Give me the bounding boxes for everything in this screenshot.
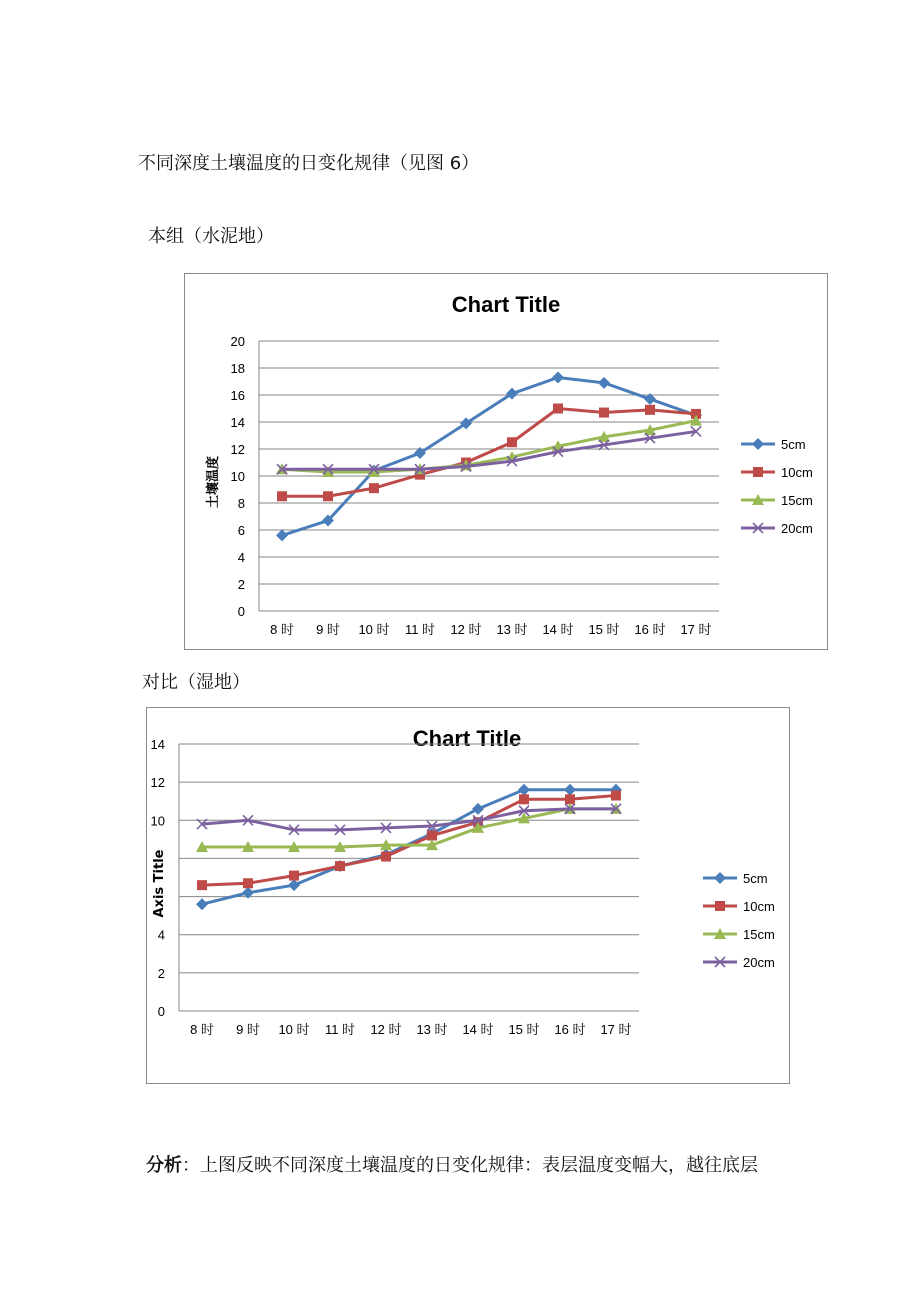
c1-ytick-label: 12 [230, 442, 245, 457]
c2-xtick-label: 17 时 [600, 1022, 632, 1037]
c1-point-5cm [552, 371, 564, 383]
chart-wetland-svg [147, 708, 789, 1083]
c2-legend-marker [714, 872, 726, 884]
c1-legend-label: 15cm [781, 493, 813, 508]
c2-title: Chart Title [412, 726, 522, 751]
c1-ytick-label: 14 [230, 415, 245, 430]
c2-xtick-label: 15 时 [508, 1022, 540, 1037]
c1-ytick-label: 20 [230, 334, 245, 349]
c2-ytick-label: 0 [157, 1004, 165, 1019]
c1-legend-marker [753, 467, 763, 477]
c2-ytick-label: 4 [157, 927, 165, 943]
c1-ytick-label: 0 [237, 604, 245, 619]
c1-point-10cm [553, 404, 563, 414]
c1-xtick-label: 13 时 [496, 622, 528, 637]
c1-point-10cm [599, 408, 609, 418]
c2-xtick-label: 16 时 [554, 1022, 586, 1037]
c1-ytick-label: 4 [237, 550, 245, 565]
c2-point-10cm [289, 871, 299, 881]
c2-ytick-label: 10 [150, 813, 165, 829]
c1-xtick-label: 10 时 [358, 622, 390, 637]
c1-xtick-label: 9 时 [316, 622, 340, 637]
c2-legend-marker [715, 901, 725, 911]
c2-xtick-label: 8 时 [190, 1022, 214, 1037]
c2-legend-label: 5cm [743, 871, 768, 886]
c2-point-10cm [197, 880, 207, 890]
c1-point-10cm [369, 483, 379, 493]
analysis-heading: 分析 [146, 1155, 182, 1176]
chart-cement [184, 273, 828, 650]
analysis-body: ：上图反映不同深度土壤温度的日变化规律：表层温度变幅大，越往底层 [182, 1155, 758, 1176]
c2-xtick-label: 14 时 [462, 1022, 494, 1037]
c2-xtick-label: 9 时 [236, 1022, 260, 1037]
c1-xtick-label: 11 时 [404, 622, 436, 637]
c1-point-10cm [277, 491, 287, 501]
c1-point-10cm [645, 405, 655, 415]
c2-point-10cm [565, 794, 575, 804]
c2-point-5cm [472, 803, 484, 815]
c1-xtick-label: 12 时 [450, 622, 482, 637]
c2-y-axis-title: Axis Title [152, 849, 167, 918]
c1-ytick-label: 16 [230, 388, 245, 403]
c2-point-5cm [564, 784, 576, 796]
c2-point-10cm [335, 861, 345, 871]
c2-xtick-label: 13 时 [416, 1022, 448, 1037]
c1-ytick-label: 8 [237, 496, 245, 511]
c2-legend-label: 15cm [743, 927, 775, 942]
c1-legend-label: 5cm [781, 437, 806, 452]
c2-xtick-label: 12 时 [370, 1022, 402, 1037]
c2-xtick-label: 11 时 [324, 1022, 356, 1037]
c2-point-5cm [518, 784, 530, 796]
chart-wetland [146, 707, 790, 1084]
c1-legend-label: 20cm [781, 521, 813, 536]
c2-legend-label: 10cm [743, 899, 775, 914]
c1-legend-label: 10cm [781, 465, 813, 480]
c1-xtick-label: 15 时 [588, 622, 620, 637]
c1-point-5cm [598, 377, 610, 389]
c1-point-10cm [323, 491, 333, 501]
compare-label: 对比（湿地） [142, 672, 250, 693]
c1-ytick-label: 6 [237, 523, 245, 538]
c1-point-5cm [276, 529, 288, 541]
c2-point-10cm [243, 878, 253, 888]
c1-ytick-label: 18 [230, 361, 245, 376]
c1-series-line-5cm [282, 377, 696, 535]
c1-y-axis-title: 土壤温度 [206, 455, 221, 509]
c2-point-10cm [519, 794, 529, 804]
c2-point-10cm [427, 831, 437, 841]
c2-ytick-label: 12 [150, 775, 165, 791]
c1-ytick-label: 2 [237, 577, 245, 592]
group-label: 本组（水泥地） [148, 226, 274, 247]
c1-legend-marker [752, 438, 764, 450]
c1-xtick-label: 17 时 [680, 622, 712, 637]
c1-series-line-20cm [282, 431, 696, 469]
c1-xtick-label: 14 时 [542, 622, 574, 637]
c1-ytick-label: 10 [230, 469, 245, 484]
c2-legend-label: 20cm [743, 955, 775, 970]
analysis-text [146, 1151, 758, 1177]
c2-point-5cm [196, 898, 208, 910]
c1-xtick-label: 8 时 [270, 622, 294, 637]
c2-ytick-label: 14 [150, 737, 165, 752]
c2-point-10cm [381, 852, 391, 862]
c1-xtick-label: 16 时 [634, 622, 666, 637]
c1-title: Chart Title [451, 292, 561, 317]
c2-xtick-label: 10 时 [278, 1022, 310, 1037]
c2-ytick-label: 2 [157, 965, 165, 981]
intro-text: 不同深度土壤温度的日变化规律（见图 6） [138, 153, 480, 174]
c2-point-10cm [611, 790, 621, 800]
c1-point-10cm [507, 437, 517, 447]
chart-cement-svg [185, 274, 827, 649]
c2-point-5cm [288, 879, 300, 891]
